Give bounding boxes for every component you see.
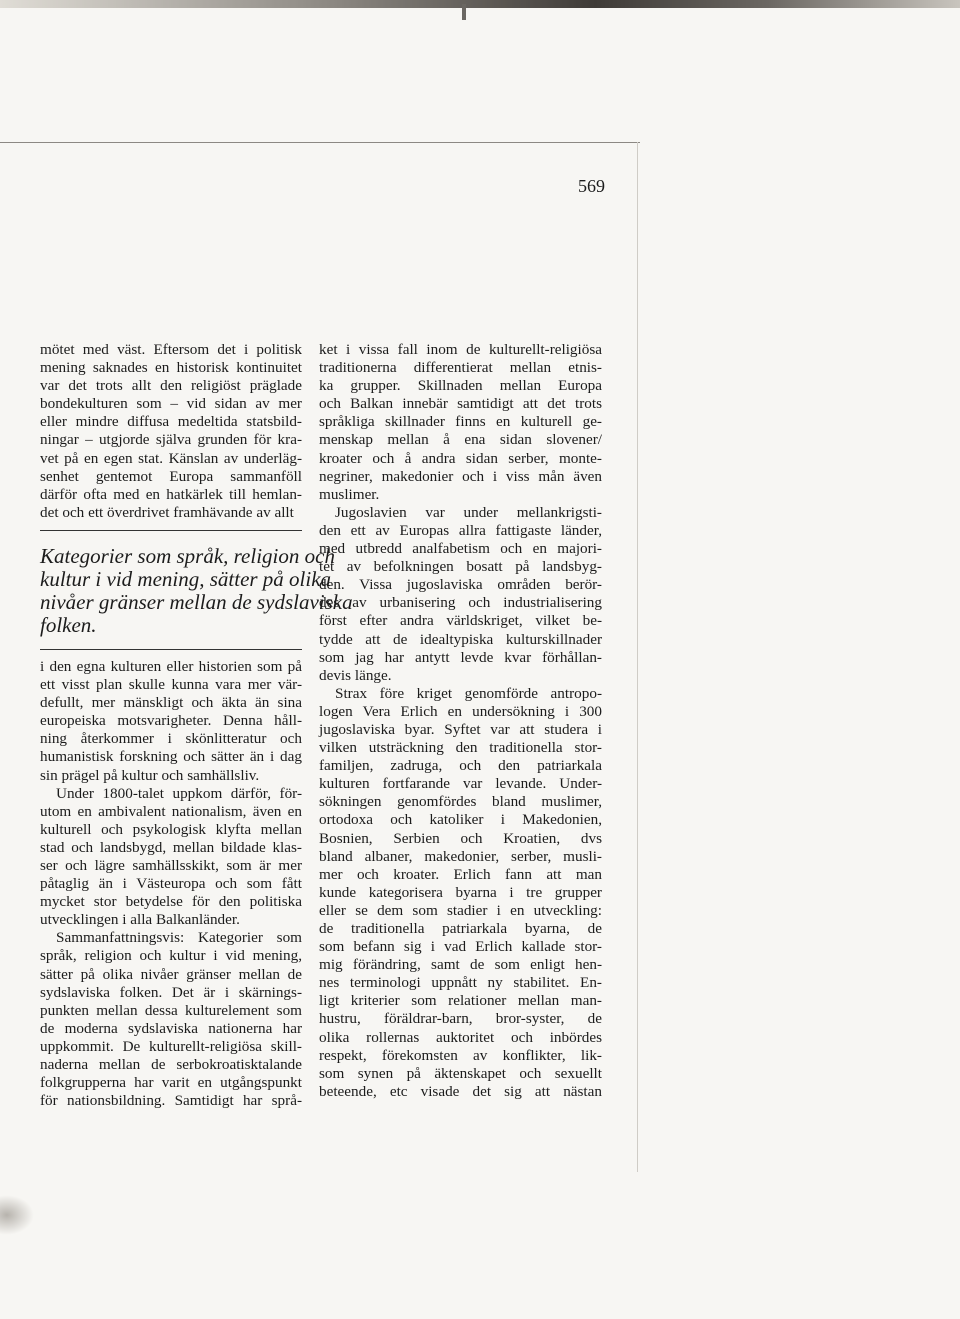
- text-line: ortodoxa och katoliker i Makedonien,: [319, 811, 602, 829]
- text-line: stad och landsbygd, mellan bildade klas-: [40, 838, 302, 856]
- text-line: muslimer.: [319, 485, 380, 503]
- text-line: utom en ambivalent nationalism, även en: [40, 802, 302, 820]
- text-line: sätter på olika nivåer gränser mellan de: [40, 965, 302, 983]
- text-line: Bosnien, Serbien och Kroatien, dvs: [319, 829, 602, 847]
- text-line: ket i vissa fall inom de kulturellt-religiösa: [319, 341, 602, 358]
- text-line: senhet gentemot Europa sammanföll: [40, 467, 302, 485]
- text-line: sökningen genomfördes bland muslimer,: [319, 793, 602, 811]
- text-line: sydslaviska folken. Det är i skärnings-: [40, 983, 302, 1001]
- text-line: Jugoslavien var under mellankrigsti-: [335, 503, 602, 521]
- text-line: bland albaner, makedonier, serber, musli-: [319, 847, 602, 865]
- text-line: olika rollernas auktoritet och inbördes: [319, 1028, 602, 1046]
- text-line: traditionerna differentierat mellan etnis-: [319, 359, 602, 377]
- text-line: europeiska motsvarigheter. Denna håll-: [40, 712, 302, 730]
- text-line: devis länge.: [319, 666, 392, 684]
- paragraph: [319, 341, 602, 504]
- text-line: negriner, makedonier och i viss mån även: [319, 467, 602, 485]
- text-line: jugoslaviska byar. Syftet var att studera i: [319, 720, 602, 738]
- text-line: utvecklingen i alla Balkanländer.: [40, 911, 240, 929]
- text-line: den. Vissa jugoslaviska områden berör-: [319, 576, 602, 594]
- text-line: humanistisk forskning och sätter än i dag: [40, 748, 302, 766]
- text-line: des av urbanisering och industrialisering: [319, 594, 602, 612]
- text-line: Under 1800-talet uppkom därför, för-: [56, 784, 302, 802]
- text-line: ett visst plan skulle kunna vara mer vär-: [40, 676, 302, 694]
- scan-mark: [462, 4, 466, 20]
- pullquote-line: nivåer gränser mellan de sydslaviska: [40, 589, 353, 614]
- text-line: mer och kroater. Erlich fann att man: [319, 865, 602, 883]
- text-line: de traditionella patriarkala byarna, de: [319, 920, 602, 937]
- text-line: mötet med väst. Eftersom det i politisk: [40, 341, 302, 358]
- text-line: i den egna kulturen eller historien som på: [40, 657, 302, 675]
- text-line: bondekulturen som – vid sidan av mer: [40, 395, 302, 413]
- text-line: sin prägel på kultur och samhällsliv.: [40, 766, 260, 784]
- pullquote-rule-top: [40, 530, 302, 531]
- text-line: vilken utsträckning den traditionella stor-: [319, 739, 602, 757]
- text-line: tydde att de idealtypiska kulturskillnader: [319, 630, 602, 648]
- text-line: eller mindre diffusa medeltida statsbild-: [40, 413, 302, 431]
- text-line: logen Vera Erlich en undersökning i 300: [319, 702, 602, 720]
- scan-smudge: [0, 1195, 34, 1235]
- text-line: därför ofta med en hatkärlek till hemlan-: [40, 485, 302, 503]
- text-line: som synen på äktenskapet och sexuellt: [319, 1064, 602, 1082]
- pullquote-line: folken.: [40, 612, 97, 637]
- text-line: som jag har antytt levde kvar förhållan-: [319, 648, 602, 666]
- text-line: menskap mellan å ena sidan slovener/: [319, 431, 602, 449]
- text-line: påtaglig än i Västeuropa och som fått: [40, 875, 302, 893]
- paragraph: [40, 658, 302, 785]
- scan-page-edge: [637, 142, 638, 1172]
- text-line: ser och lägre samhällsskikt, som är mer: [40, 856, 302, 874]
- text-line: hustru, föräldrar-barn, bror-syster, de: [319, 1010, 602, 1028]
- text-line: först efter andra världskriget, vilket be-: [319, 612, 602, 630]
- text-line: beteende, etc visade det sig att nästan: [319, 1082, 602, 1100]
- pullquote-rule-bottom: [40, 649, 302, 650]
- pullquote: [40, 539, 353, 641]
- text-line: mening saknades en historisk kontinuitet: [40, 359, 302, 377]
- text-line: uppkommit. De kulturellt-religiösa skill-: [40, 1037, 302, 1055]
- text-line: folkgrupperna har varit en utgångspunkt: [40, 1074, 302, 1092]
- paragraph: [40, 929, 302, 1110]
- text-line: med utbredd analfabetism och en majori-: [319, 540, 602, 558]
- text-line: nes terminologi uppnått ny stabilitet. En-: [319, 974, 602, 992]
- text-line: kroater och å andra sidan serber, monte-: [319, 449, 602, 467]
- scan-top-edge: [0, 0, 960, 8]
- text-line: Strax före kriget genomförde antropo-: [335, 684, 602, 702]
- text-line: ningar – utgjorde själva grunden för kra-: [40, 431, 302, 449]
- text-line: tet av befolkningen bosatt på landsbyg-: [319, 558, 602, 576]
- text-line: vet på en egen stat. Känslan av underläg-: [40, 449, 302, 467]
- text-line: Sammanfattningsvis: Kategorier som: [56, 929, 302, 947]
- pullquote-line: kultur i vid mening, sätter på olika: [40, 566, 332, 591]
- text-line: kulturen fortfarande var levande. Under-: [319, 775, 602, 793]
- scan-header-rule: [0, 142, 640, 143]
- text-line: ka grupper. Skillnaden mellan Europa: [319, 377, 602, 395]
- text-line: för nationsbildning. Samtidigt har språ-: [40, 1092, 302, 1110]
- text-line: och Balkan innebär samtidigt att det trots: [319, 395, 602, 413]
- text-line: kunde kategorisera byarna i tre grupper: [319, 883, 602, 901]
- text-line: naderna mellan de serbokroatisktalande: [40, 1056, 302, 1073]
- text-line: mig förändring, samt de som enligt hen-: [319, 956, 602, 974]
- text-line: det och ett överdrivet framhävande av allt: [40, 503, 294, 521]
- text-line: ligt kriterier som relationer mellan man-: [319, 992, 602, 1010]
- text-line: var det trots allt den religiöst präglade: [40, 377, 302, 395]
- paragraph: [40, 341, 302, 522]
- text-line: språk, religion och kultur i vid mening,: [40, 947, 302, 965]
- text-line: ning återkommer i skönlitteratur och: [40, 730, 302, 748]
- text-line: mycket stor betydelse för den politiska: [40, 893, 302, 911]
- text-line: kulturell och psykologisk klyfta mellan: [40, 820, 302, 838]
- pullquote-line: Kategorier som språk, religion och: [40, 543, 335, 568]
- page-number: 569: [578, 176, 605, 196]
- text-line: den ett av Europas allra fattigaste länder,: [319, 521, 602, 539]
- text-line: familjen, zadruga, och den patriarkala: [319, 757, 602, 775]
- text-line: som befann sig i vad Erlich kallade stor-: [319, 938, 602, 956]
- text-line: eller se dem som stadier i en utveckling:: [319, 901, 602, 919]
- text-line: de moderna sydslaviska nationerna har: [40, 1019, 302, 1037]
- text-line: respekt, förekomsten av konflikter, lik-: [319, 1046, 602, 1064]
- text-line: defullt, mer mänskligt och äkta än sina: [40, 694, 302, 712]
- paragraph: [319, 504, 602, 685]
- text-line: språkliga skillnader finns en kulturell ge-: [319, 413, 602, 431]
- paragraph: [319, 685, 602, 1101]
- right-column: [319, 341, 602, 1101]
- paragraph: [40, 785, 302, 930]
- text-line: punkten mellan dessa kulturelement som: [40, 1001, 302, 1019]
